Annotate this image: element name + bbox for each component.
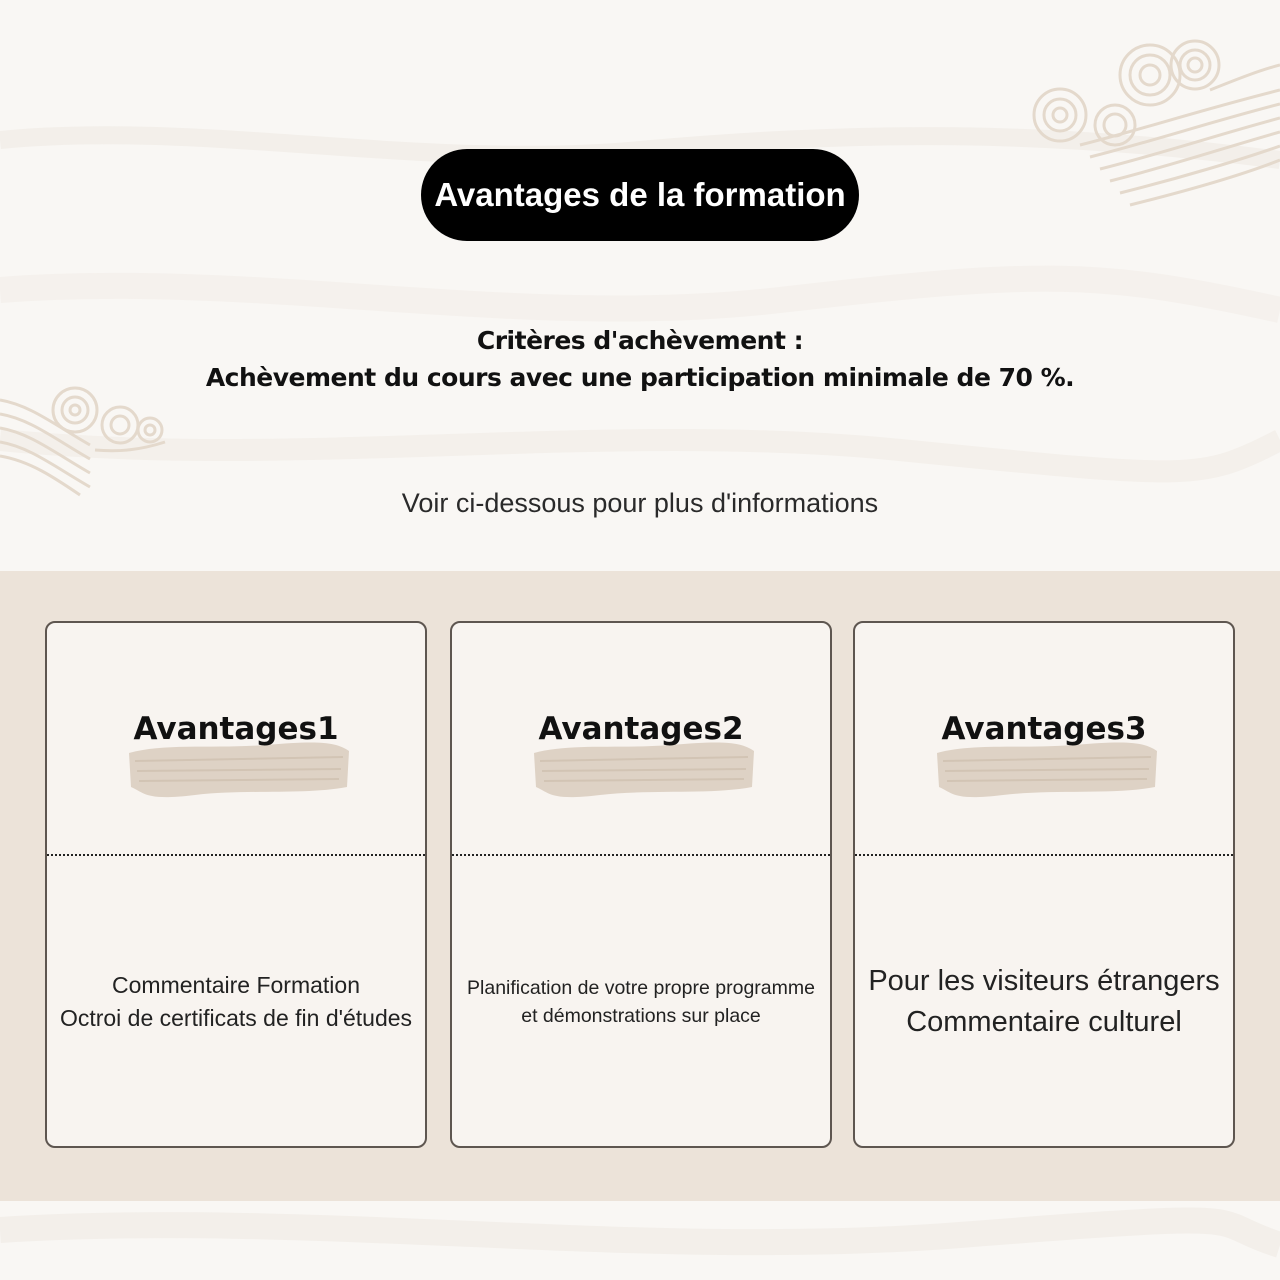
page-title: Avantages de la formation xyxy=(421,149,859,241)
criteria-heading: Critères d'achèvement : xyxy=(476,326,804,355)
card-header xyxy=(855,623,1233,855)
card-line: Commentaire Formation xyxy=(112,972,360,998)
card-body xyxy=(452,856,830,1148)
completion-criteria xyxy=(0,322,1280,396)
card-title: Avantages1 xyxy=(133,711,339,747)
card-title: Avantages3 xyxy=(941,711,1147,747)
cloud-wave-ornament-icon xyxy=(1020,20,1280,220)
info-subtitle: Voir ci-dessous pour plus d'informations xyxy=(401,488,879,518)
benefit-card-2 xyxy=(450,621,832,1148)
card-body xyxy=(855,856,1233,1148)
benefit-card-3 xyxy=(853,621,1235,1148)
card-line: Commentaire culturel xyxy=(906,1006,1182,1038)
card-line: Planification de votre propre programme xyxy=(467,977,815,999)
card-title: Avantages2 xyxy=(538,711,744,747)
card-line: Octroi de certificats de fin d'études xyxy=(59,1005,413,1031)
card-line: Pour les visiteurs étrangers xyxy=(868,965,1220,997)
criteria-detail: Achèvement du cours avec une participation minimale de 70 %. xyxy=(205,363,1075,392)
card-header xyxy=(47,623,425,855)
card-line: et démonstrations sur place xyxy=(521,1005,761,1027)
card-header xyxy=(452,623,830,855)
benefit-card-1 xyxy=(45,621,427,1148)
card-body xyxy=(47,856,425,1148)
